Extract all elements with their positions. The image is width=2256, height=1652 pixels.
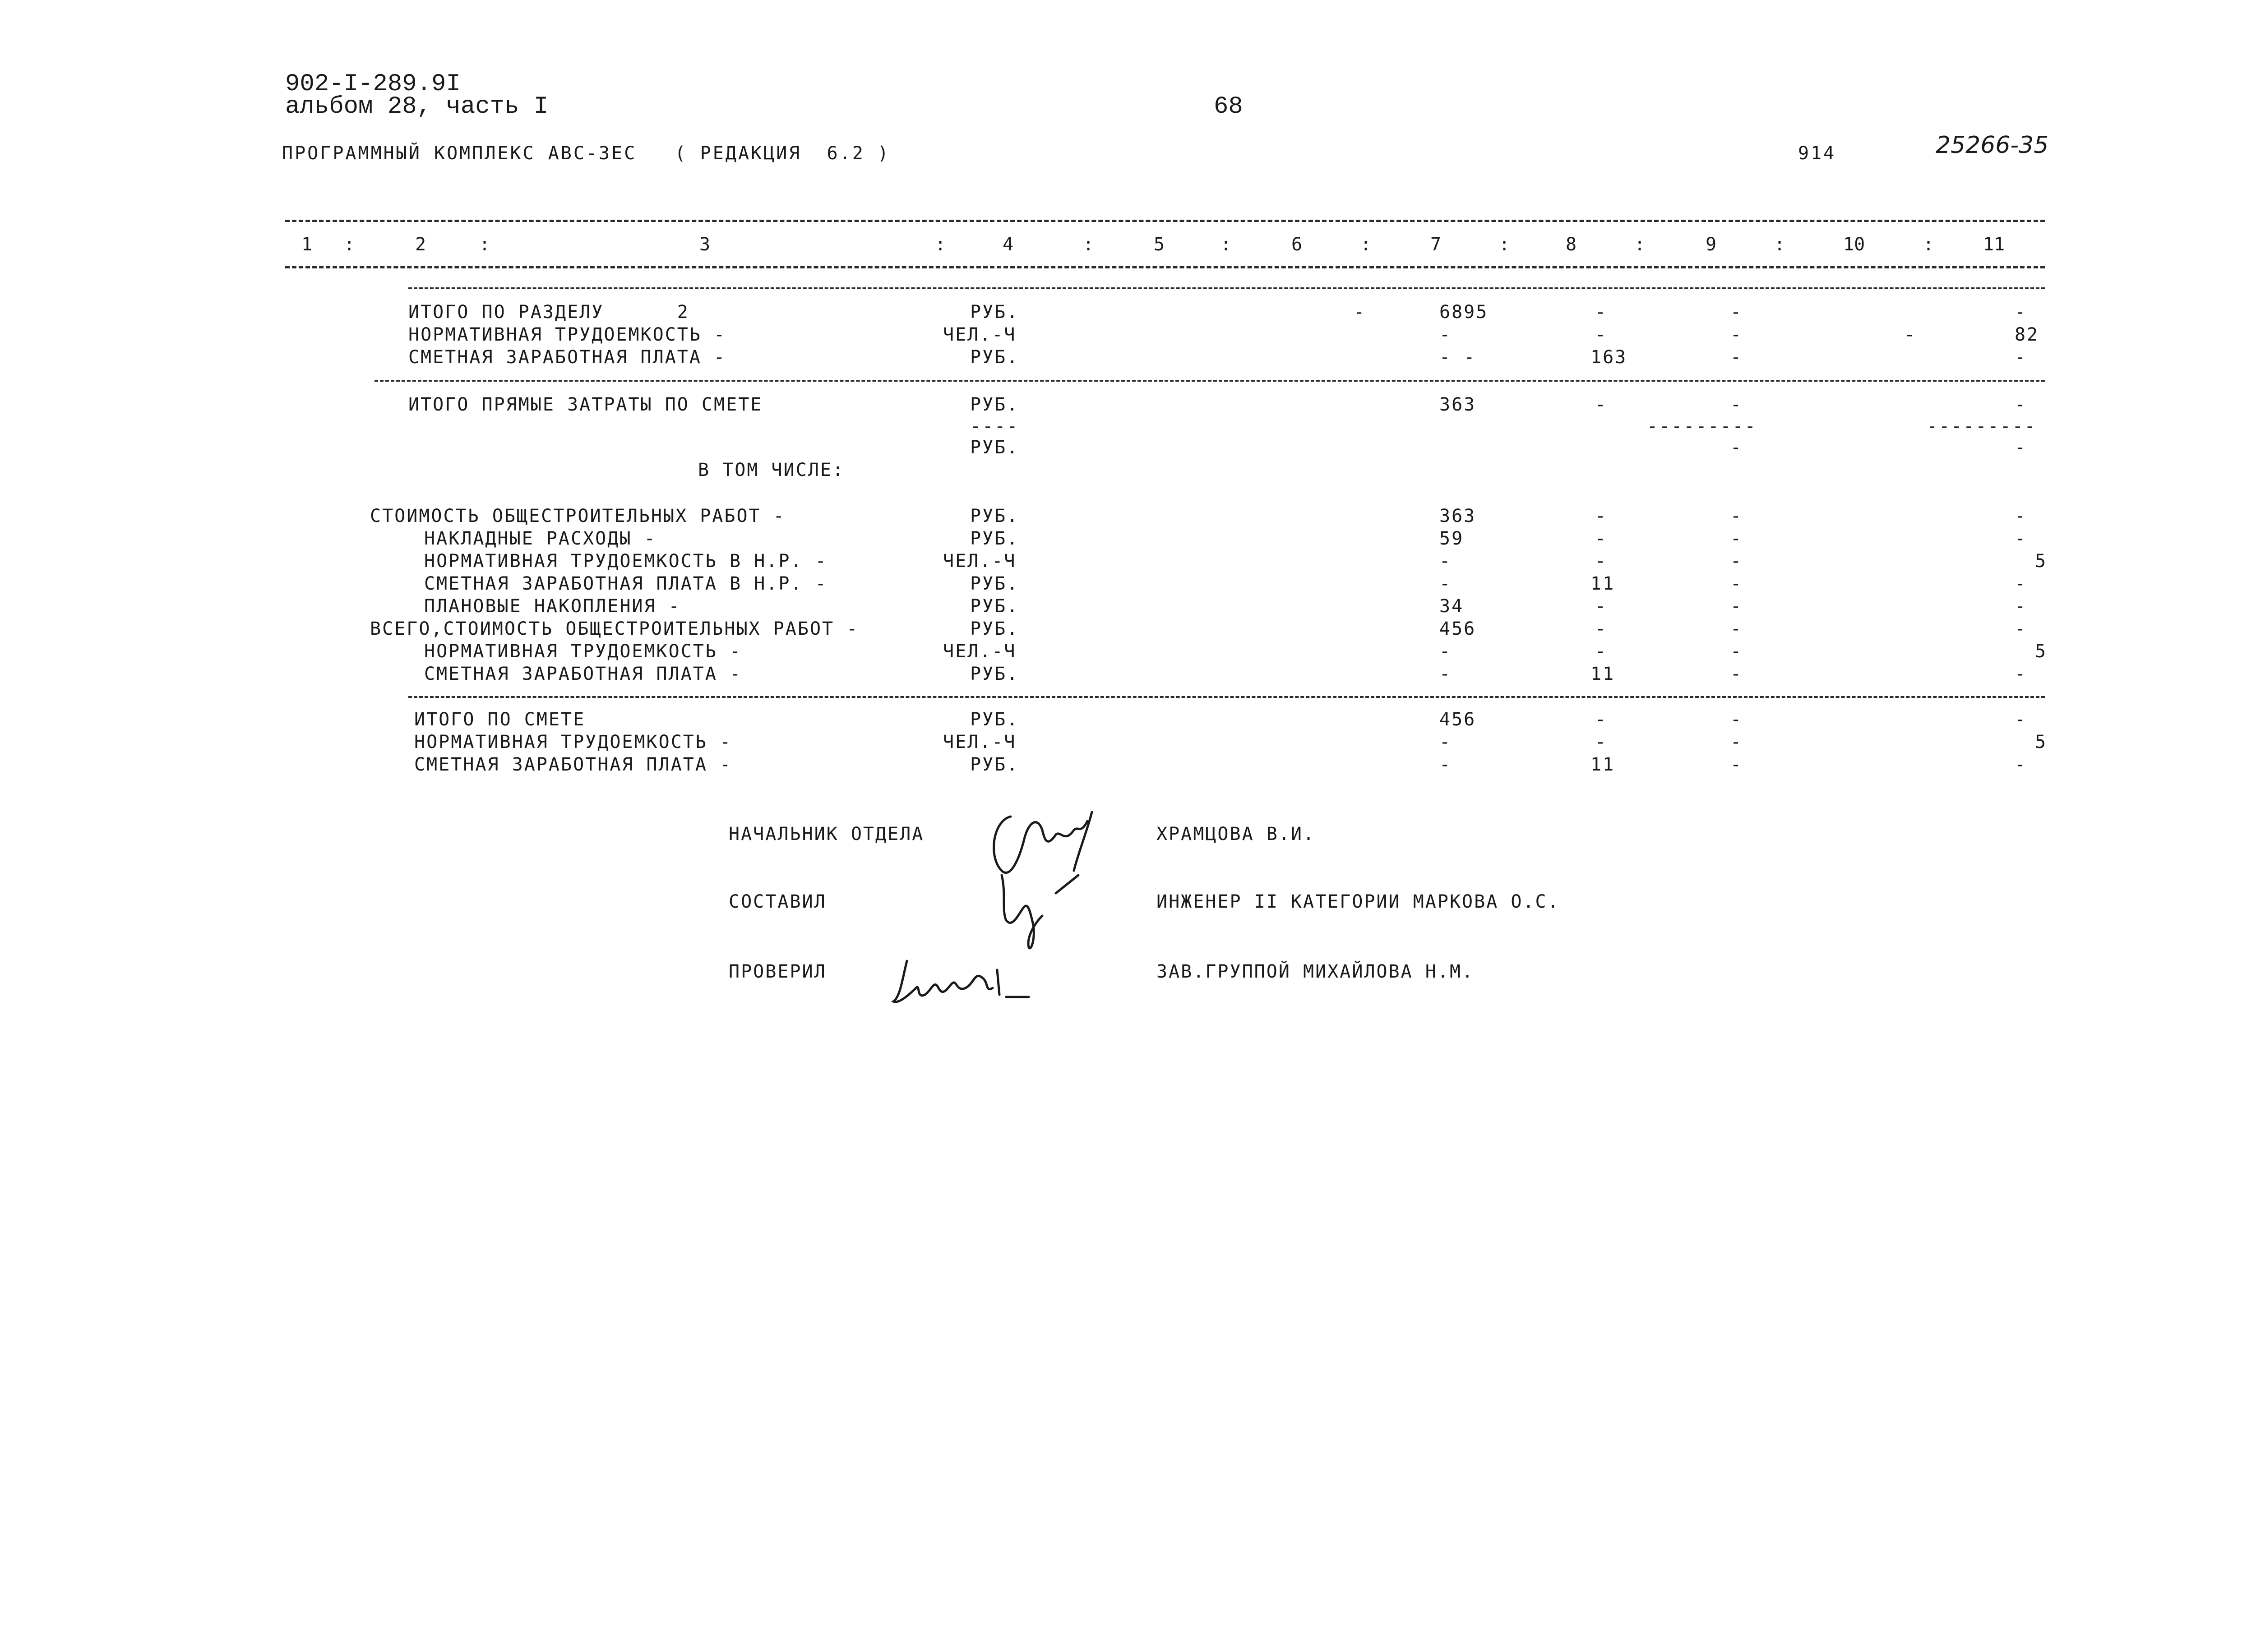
cell-c10: - bbox=[1904, 324, 1917, 345]
cell-c8: - bbox=[1595, 709, 1608, 730]
column-number: 11 bbox=[1983, 234, 2005, 255]
column-separator: : bbox=[1634, 234, 1646, 255]
cell-c8: - bbox=[1595, 324, 1608, 345]
cell-c9: - bbox=[1730, 618, 1743, 639]
cell-c11: - bbox=[2015, 709, 2027, 730]
row-label: НОРМАТИВНАЯ ТРУДОЕМКОСТЬ В Н.Р. - bbox=[424, 551, 828, 572]
cell-c8: - bbox=[1595, 641, 1608, 662]
section-rule bbox=[408, 287, 2045, 289]
row-label: НАКЛАДНЫЕ РАСХОДЫ - bbox=[424, 528, 656, 549]
section-rule bbox=[408, 696, 2045, 698]
column-separator: : bbox=[1360, 234, 1372, 255]
row-label: СМЕТНАЯ ЗАРАБОТНАЯ ПЛАТА В Н.Р. - bbox=[424, 573, 828, 594]
column-number: 5 bbox=[1154, 234, 1165, 255]
signature-mark bbox=[889, 952, 1033, 1011]
cell-c8: - bbox=[1595, 302, 1608, 323]
cell-c7: - bbox=[1439, 732, 1452, 752]
cell-unit: РУБ. bbox=[970, 664, 1019, 684]
row-label: В ТОМ ЧИСЛЕ: bbox=[698, 460, 845, 480]
cell-c9: - bbox=[1730, 324, 1743, 345]
row-label: СМЕТНАЯ ЗАРАБОТНАЯ ПЛАТА - bbox=[408, 347, 726, 368]
inventory-number: 25266-35 bbox=[1936, 132, 2049, 159]
column-number: 3 bbox=[699, 234, 711, 255]
cell-c8: - bbox=[1595, 394, 1608, 415]
cell-c11: 5 bbox=[2035, 732, 2048, 752]
cell-c8: 163 bbox=[1590, 347, 1627, 368]
table-header-rule bbox=[285, 266, 2045, 268]
cell-c7: - bbox=[1439, 551, 1452, 572]
cell-unit: ЧЕЛ.-Ч bbox=[943, 324, 1017, 345]
cell-c9: - bbox=[1730, 754, 1743, 775]
column-separator: : bbox=[479, 234, 490, 255]
column-separator: : bbox=[935, 234, 946, 255]
row-label: ПЛАНОВЫЕ НАКОПЛЕНИЯ - bbox=[424, 596, 681, 617]
cell-c8: - bbox=[1595, 732, 1608, 752]
cell-unit: РУБ. bbox=[970, 437, 1019, 458]
cell-c7: 6895 bbox=[1439, 302, 1489, 323]
cell-c9: - bbox=[1730, 347, 1743, 368]
signature-name: ХРАМЦОВА В.И. bbox=[1156, 824, 1316, 844]
cell-c7: - bbox=[1439, 573, 1452, 594]
column-separator: : bbox=[1499, 234, 1510, 255]
cell-unit: РУБ. bbox=[970, 618, 1019, 639]
cell-c8: - bbox=[1595, 528, 1608, 549]
cell-c7: - bbox=[1439, 664, 1452, 684]
cell-c7: 59 bbox=[1439, 528, 1464, 549]
column-number: 7 bbox=[1430, 234, 1442, 255]
column-number: 10 bbox=[1843, 234, 1865, 255]
row-label: ВСЕГО,СТОИМОСТЬ ОБЩЕСТРОИТЕЛЬНЫХ РАБОТ - bbox=[370, 618, 859, 639]
cell-c7: 456 bbox=[1439, 618, 1476, 639]
cell-c9: - bbox=[1730, 528, 1743, 549]
row-label: СМЕТНАЯ ЗАРАБОТНАЯ ПЛАТА - bbox=[424, 664, 742, 684]
cell-c7: - - bbox=[1439, 347, 1476, 368]
cell-c7: - bbox=[1439, 641, 1452, 662]
column-number: 2 bbox=[415, 234, 426, 255]
program-title: ПРОГРАММНЫЙ КОМПЛЕКС АВС-3ЕС ( РЕДАКЦИЯ 6.2 ) bbox=[282, 143, 890, 164]
cell-c7: 34 bbox=[1439, 596, 1464, 617]
cell-c9: - bbox=[1730, 506, 1743, 526]
cell-c9: - bbox=[1730, 302, 1743, 323]
row-label: ИТОГО ПО СМЕТЕ bbox=[414, 709, 586, 730]
album-part: альбом 28, часть I bbox=[285, 93, 549, 120]
cell-c11: - bbox=[2015, 528, 2027, 549]
row-label: ИТОГО ПО РАЗДЕЛУ 2 bbox=[408, 302, 689, 323]
row-label: НОРМАТИВНАЯ ТРУДОЕМКОСТЬ - bbox=[414, 732, 732, 752]
cell-unit: РУБ. bbox=[970, 506, 1019, 526]
column-number: 6 bbox=[1291, 234, 1303, 255]
cell-c11: 5 bbox=[2035, 641, 2048, 662]
cell-c11: 82 bbox=[2015, 324, 2039, 345]
cell-c8: 11 bbox=[1590, 754, 1615, 775]
cell-c11: - bbox=[2015, 573, 2027, 594]
cell-c11: - bbox=[2015, 437, 2027, 458]
signature-role: ПРОВЕРИЛ bbox=[729, 961, 827, 982]
code-914: 914 bbox=[1798, 143, 1836, 164]
cell-c11: 5 bbox=[2035, 551, 2048, 572]
cell-unit: РУБ. bbox=[970, 596, 1019, 617]
cell-unit: РУБ. bbox=[970, 754, 1019, 775]
cell-c8: - bbox=[1595, 551, 1608, 572]
cell-c8: - bbox=[1595, 618, 1608, 639]
cell-unit: РУБ. bbox=[970, 573, 1019, 594]
column-number: 8 bbox=[1566, 234, 1577, 255]
cell-unit: ЧЕЛ.-Ч bbox=[943, 641, 1017, 662]
cell-c11: - bbox=[2015, 664, 2027, 684]
cell-c11: - bbox=[2015, 302, 2027, 323]
cell-unit: РУБ. bbox=[970, 302, 1019, 323]
cell-c11: - bbox=[2015, 596, 2027, 617]
page-number: 68 bbox=[1214, 93, 1243, 120]
cell-c7: - bbox=[1439, 324, 1452, 345]
cell-unit: РУБ. bbox=[970, 394, 1019, 415]
cell-c11: - bbox=[2015, 754, 2027, 775]
row-label: СТОИМОСТЬ ОБЩЕСТРОИТЕЛЬНЫХ РАБОТ - bbox=[370, 506, 786, 526]
cell-c8: 11 bbox=[1590, 664, 1615, 684]
cell-c7: - bbox=[1439, 754, 1452, 775]
signature-name: ИНЖЕНЕР II КАТЕГОРИИ МАРКОВА О.С. bbox=[1156, 891, 1560, 912]
cell-unit: ЧЕЛ.-Ч bbox=[943, 732, 1017, 752]
cell-c9: - bbox=[1730, 641, 1743, 662]
column-separator: : bbox=[1083, 234, 1094, 255]
cell-c7: 363 bbox=[1439, 506, 1476, 526]
cell-c9: - bbox=[1730, 394, 1743, 415]
row-label: НОРМАТИВНАЯ ТРУДОЕМКОСТЬ - bbox=[408, 324, 726, 345]
cell-c9: - bbox=[1730, 551, 1743, 572]
cell-unit: РУБ. bbox=[970, 709, 1019, 730]
table-top-rule bbox=[285, 220, 2045, 222]
cell-c11: - bbox=[2015, 618, 2027, 639]
cell-c9: - bbox=[1730, 437, 1743, 458]
cell-c6: - bbox=[1354, 302, 1366, 323]
cell-c11: --------- bbox=[1927, 416, 2037, 437]
cell-unit: ---- bbox=[970, 416, 1019, 437]
document-code: 902-I-289.9I bbox=[285, 70, 461, 98]
cell-c9: - bbox=[1730, 573, 1743, 594]
column-separator: : bbox=[1774, 234, 1785, 255]
signature-mark bbox=[988, 866, 1087, 956]
cell-unit: ЧЕЛ.-Ч bbox=[943, 551, 1017, 572]
section-rule bbox=[374, 380, 2045, 382]
cell-c8: - bbox=[1595, 596, 1608, 617]
column-separator: : bbox=[1923, 234, 1934, 255]
cell-c7: 456 bbox=[1439, 709, 1476, 730]
cell-c11: - bbox=[2015, 506, 2027, 526]
cell-c8: 11 bbox=[1590, 573, 1615, 594]
row-label: СМЕТНАЯ ЗАРАБОТНАЯ ПЛАТА - bbox=[414, 754, 732, 775]
signature-role: НАЧАЛЬНИК ОТДЕЛА bbox=[729, 824, 925, 844]
signature-role: СОСТАВИЛ bbox=[729, 891, 827, 912]
row-label: НОРМАТИВНАЯ ТРУДОЕМКОСТЬ - bbox=[424, 641, 742, 662]
cell-unit: РУБ. bbox=[970, 347, 1019, 368]
cell-c11: - bbox=[2015, 347, 2027, 368]
cell-c9: --------- bbox=[1647, 416, 1757, 437]
cell-unit: РУБ. bbox=[970, 528, 1019, 549]
cell-c11: - bbox=[2015, 394, 2027, 415]
cell-c9: - bbox=[1730, 732, 1743, 752]
cell-c9: - bbox=[1730, 664, 1743, 684]
cell-c7: 363 bbox=[1439, 394, 1476, 415]
cell-c9: - bbox=[1730, 709, 1743, 730]
column-number: 9 bbox=[1706, 234, 1717, 255]
column-number: 1 bbox=[301, 234, 313, 255]
row-label: ИТОГО ПРЯМЫЕ ЗАТРАТЫ ПО СМЕТЕ bbox=[408, 394, 763, 415]
column-number: 4 bbox=[1003, 234, 1014, 255]
cell-c9: - bbox=[1730, 596, 1743, 617]
column-separator: : bbox=[344, 234, 355, 255]
column-separator: : bbox=[1220, 234, 1232, 255]
cell-c8: - bbox=[1595, 506, 1608, 526]
signature-name: ЗАВ.ГРУППОЙ МИХАЙЛОВА Н.М. bbox=[1156, 961, 1475, 982]
